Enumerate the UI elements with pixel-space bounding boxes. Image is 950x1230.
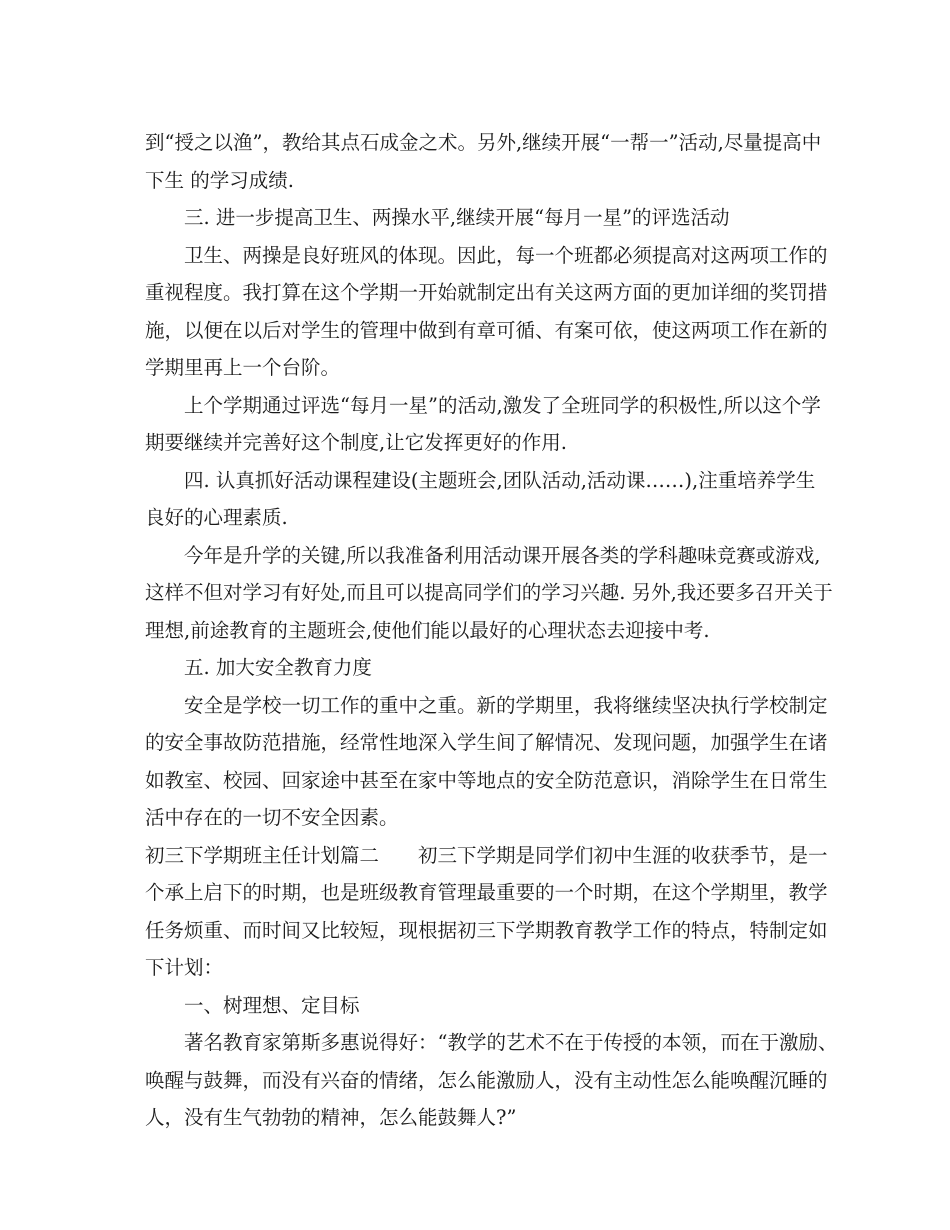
text-line: 学期里再上一个台阶。 — [145, 356, 341, 379]
text-line: 个承上启下的时期，也是班级教育管理最重要的一个时期，在这个学期里，教学 — [145, 881, 828, 904]
document-body — [145, 124, 838, 1137]
text-line: 任务烦重、而时间又比较短，现根据初三下学期教育教学工作的特点，特制定如 — [145, 918, 828, 942]
text-line: 期要继续并完善好这个制度,让它发挥更好的作用. — [145, 431, 567, 454]
text-line: 卫生、两操是良好班风的体现。因此，每一个班都必须提高对这两项工作的 — [184, 243, 828, 267]
text-line: 这样不但对学习有好处,而且可以提高同学们的学习兴趣. 另外,我还要多召开关于 — [145, 581, 833, 604]
text-line: 重视程度。我打算在这个学期一开始就制定出有关这两方面的更加详细的奖罚措 — [145, 281, 828, 304]
text-line: 下生 的学习成绩. — [145, 168, 294, 192]
text-line: 施，以便在以后对学生的管理中做到有章可循、有案可依，使这两项工作在新的 — [145, 318, 828, 342]
text-line: 四. 认真抓好活动课程建设(主题班会,团队活动,活动课……),注重培养学生 — [184, 468, 816, 492]
text-line: 理想,前途教育的主题班会,使他们能以最好的心理状态去迎接中考. — [145, 618, 710, 642]
text-line: 下计划： — [145, 956, 224, 979]
text-line: 五. 加大安全教育力度 — [184, 656, 372, 679]
text-line: 初三下学期班主任计划篇二 初三下学期是同学们初中生涯的收获季节，是一 — [145, 843, 828, 867]
text-line: 三. 进一步提高卫生、两操水平,继续开展“每月一星”的评选活动 — [184, 206, 730, 229]
text-line: 安全是学校一切工作的重中之重。新的学期里，我将继续坚决执行学校制定 — [184, 693, 828, 717]
text-line: 的安全事故防范措施，经常性地深入学生间了解情况、发现问题，加强学生在诸 — [145, 731, 828, 754]
text-line: 人，没有生气勃勃的精神，怎么能鼓舞人?” — [145, 1106, 517, 1129]
text-line: 到“授之以渔”，教给其点石成金之术。另外,继续开展“一帮一”活动,尽量提高中 — [145, 131, 822, 154]
text-line: 如教室、校园、回家途中甚至在家中等地点的安全防范意识，消除学生在日常生 — [145, 768, 828, 792]
text-line: 一、树理想、定目标 — [184, 993, 360, 1017]
text-line: 良好的心理素质. — [145, 506, 288, 529]
text-line: 著名教育家第斯多惠说得好：“教学的艺术不在于传授的本领，而在于激励、 — [184, 1031, 838, 1054]
text-line: 唤醒与鼓舞，而没有兴奋的情绪，怎么能激励人，没有主动性怎么能唤醒沉睡的 — [145, 1068, 828, 1092]
text-line: 今年是升学的关键,所以我准备利用活动课开展各类的学科趣味竞赛或游戏, — [184, 543, 821, 567]
text-line: 上个学期通过评选“每月一星”的活动,激发了全班同学的积极性,所以这个学 — [184, 393, 821, 417]
text-line: 活中存在的一切不安全因素。 — [145, 806, 399, 829]
